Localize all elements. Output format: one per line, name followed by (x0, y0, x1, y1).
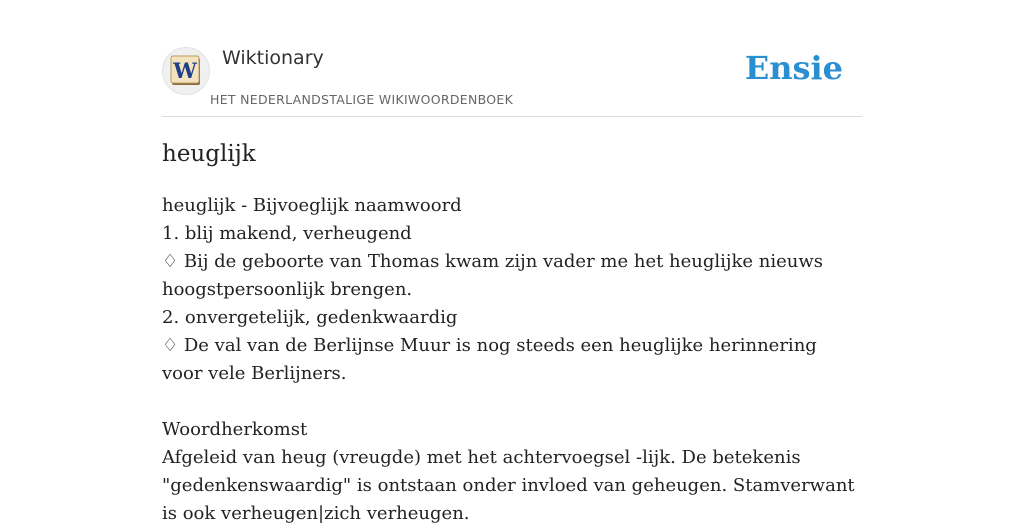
etymology-text: Afgeleid van heug (vreugde) met het achtervoegsel -lijk. De betekenis "gedenkenswaardig" is ontstaan onder invloed van geheugen. Stamverwant is ook verheugen|zich verheugen. (162, 447, 855, 524)
logo-letter: W (173, 58, 197, 83)
example-1: ♢ Bij de geboorte van Thomas kwam zijn vader me het heuglijke nieuws hoogstpersoonlijk brengen. (162, 251, 824, 300)
logo-tile-graphic (169, 54, 203, 88)
etymology-heading: Woordherkomst (162, 419, 308, 440)
ensie-brand-logo[interactable]: Ensie (744, 49, 843, 87)
site-header (162, 0, 862, 117)
part-of-speech-line: heuglijk - Bijvoeglijk naamwoord (162, 195, 462, 216)
sense-1: 1. blij makend, verheugend (162, 223, 412, 244)
example-2: ♢ De val van de Berlijnse Muur is nog steeds een heuglijke herinnering voor vele Berlijners. (162, 335, 817, 384)
page-container (162, 0, 862, 524)
sense-2: 2. onvergetelijk, gedenkwaardig (162, 307, 458, 328)
entry-title: heuglijk (162, 141, 256, 167)
wiktionary-logo-icon[interactable] (162, 47, 210, 95)
section-spacer (162, 388, 862, 416)
entry-content (162, 192, 862, 528)
site-subtitle: HET NEDERLANDSTALIGE WIKIWOORDENBOEK (210, 92, 514, 107)
site-title-link[interactable]: Wiktionary (222, 47, 324, 69)
